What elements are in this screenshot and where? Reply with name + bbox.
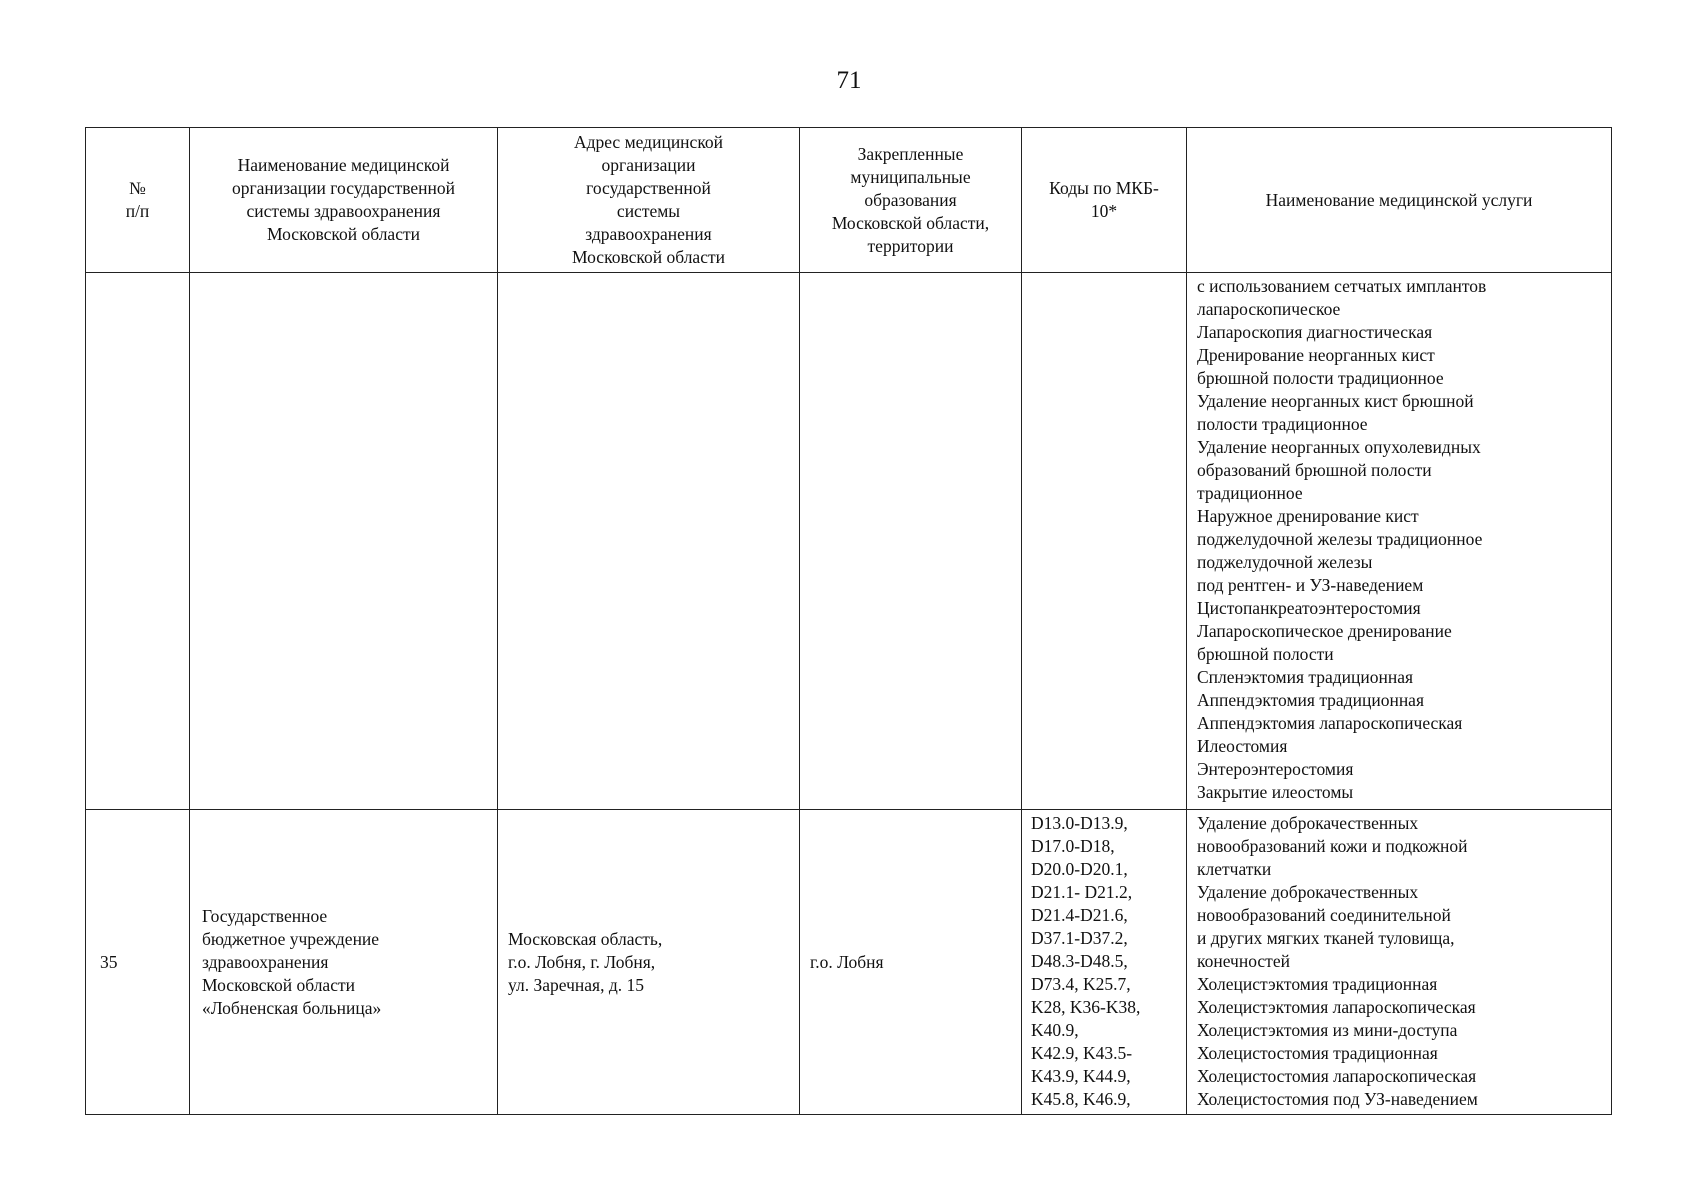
text-line: Аппендэктомия лапароскопическая: [1197, 713, 1463, 733]
text-line: ул. Заречная, д. 15: [508, 974, 644, 995]
text-line: системы: [616, 201, 681, 221]
text-line: поджелудочной железы традиционное: [1197, 529, 1483, 549]
text-line: лапароскопическое: [1197, 299, 1341, 319]
text-line: D73.4, K25.7,: [1031, 974, 1131, 994]
text-line: D13.0-D13.9,: [1031, 813, 1128, 833]
text-line: Удаление доброкачественных: [1197, 813, 1419, 833]
text-line: Холецистэктомия традиционная: [1197, 974, 1438, 994]
text-line: организации: [601, 155, 696, 175]
text-line: бюджетное учреждение: [202, 928, 380, 949]
text-line: Лапароскопическое дренирование: [1197, 621, 1452, 641]
text-line: территории: [867, 235, 954, 256]
cell-number: [86, 273, 190, 810]
text-line: полости традиционное: [1197, 414, 1368, 434]
text-line: Аппендэктомия традиционная: [1197, 690, 1424, 710]
text-line: Наименование медицинской услуги: [1265, 189, 1533, 210]
header-number: [86, 128, 190, 273]
text-line: K42.9, K43.5-: [1031, 1043, 1133, 1063]
text-line: под рентген- и УЗ-наведением: [1197, 575, 1424, 595]
text-line: поджелудочной железы: [1197, 552, 1373, 572]
text-line: Московская область,: [508, 928, 663, 949]
text-line: D17.0-D18,: [1031, 836, 1115, 856]
text-line: Спленэктомия традиционная: [1197, 667, 1414, 687]
text-line: D21.4-D21.6,: [1031, 905, 1128, 925]
text-line: Закрытие илеостомы: [1197, 782, 1354, 802]
table-row: [86, 810, 1612, 1115]
text-line: Закрепленные: [857, 143, 964, 164]
page-number: 71: [836, 67, 862, 94]
text-line: Московской области: [572, 247, 725, 267]
text-line: организации государственной: [231, 178, 456, 198]
text-line: здравоохранения: [585, 224, 712, 244]
text-line: Энтероэнтеростомия: [1197, 759, 1354, 779]
text-line: Цистопанкреатоэнтеростомия: [1197, 598, 1421, 618]
table-row: [86, 273, 1612, 810]
text-line: Илеостомия: [1197, 736, 1288, 756]
text-line: конечностей: [1197, 951, 1290, 971]
text-line: Холецистэктомия из мини-доступа: [1197, 1020, 1458, 1040]
text-line: Холецистостомия традиционная: [1197, 1043, 1438, 1063]
services-table: [85, 127, 1612, 1115]
text-line: Лапароскопия диагностическая: [1197, 322, 1433, 342]
text-line: государственной: [586, 178, 711, 198]
cell-icd-codes: [1022, 273, 1187, 810]
text-line: D20.0-D20.1,: [1031, 859, 1128, 879]
text-line: традиционное: [1197, 483, 1303, 503]
table-header-row: [86, 128, 1612, 273]
text-line: здравоохранения: [202, 951, 329, 972]
text-line: Холецистэктомия лапароскопическая: [1197, 997, 1476, 1017]
text-line: муниципальные: [850, 166, 971, 187]
cell-municipalities: [800, 810, 1022, 1115]
text-line: г.о. Лобня: [810, 951, 884, 972]
text-line: Наименование медицинской: [237, 155, 450, 175]
text-line: г.о. Лобня, г. Лобня,: [508, 951, 656, 972]
text-line: образований брюшной полости: [1197, 460, 1432, 480]
cell-address: [498, 810, 800, 1115]
text-line: и других мягких тканей туловища,: [1197, 928, 1455, 948]
cell-icd-codes: [1022, 810, 1187, 1115]
text-line: Адрес медицинской: [573, 132, 724, 152]
header-municipalities: [800, 128, 1022, 273]
text-line: Коды по МКБ-: [1049, 178, 1159, 198]
text-line: 10*: [1090, 201, 1118, 221]
header-address: [498, 128, 800, 273]
text-line: Дренирование неорганных кист: [1197, 345, 1435, 365]
text-line: образования: [864, 189, 957, 210]
cell-address: [498, 273, 800, 810]
text-line: новообразований соединительной: [1197, 905, 1451, 925]
text-line: D48.3-D48.5,: [1031, 951, 1128, 971]
header-organization: [190, 128, 498, 273]
text-line: Холецистостомия под УЗ-наведением: [1197, 1089, 1478, 1109]
text-line: клетчатки: [1197, 859, 1272, 879]
text-line: D21.1- D21.2,: [1031, 882, 1133, 902]
cell-municipalities: [800, 273, 1022, 810]
text-line: п/п: [125, 201, 150, 221]
header-icd-codes: [1022, 128, 1187, 273]
text-line: Холецистостомия лапароскопическая: [1197, 1066, 1477, 1086]
text-line: Московской области,: [831, 212, 990, 233]
text-line: брюшной полости традиционное: [1197, 368, 1444, 388]
text-line: K45.8, K46.9,: [1031, 1089, 1131, 1109]
text-line: новообразований кожи и подкожной: [1197, 836, 1468, 856]
header-service-name: [1187, 128, 1612, 273]
text-line: брюшной полости: [1197, 644, 1334, 664]
text-line: K40.9,: [1031, 1020, 1079, 1040]
cell-organization: [190, 810, 498, 1115]
cell-services: [1187, 273, 1612, 810]
cell-services: [1187, 810, 1612, 1115]
text-line: K43.9, K44.9,: [1031, 1066, 1131, 1086]
cell-organization: [190, 273, 498, 810]
text-line: K28, K36-K38,: [1031, 997, 1141, 1017]
text-line: №: [129, 178, 146, 198]
text-line: Удаление неорганных кист брюшной: [1197, 391, 1474, 411]
cell-number: 35: [86, 810, 190, 1115]
text-line: Государственное: [202, 905, 328, 926]
text-line: Московской области: [267, 224, 420, 244]
text-line: Наружное дренирование кист: [1197, 506, 1419, 526]
text-line: Московской области: [202, 974, 355, 995]
text-line: Удаление доброкачественных: [1197, 882, 1419, 902]
text-line: с использованием сетчатых имплантов: [1197, 276, 1487, 296]
text-line: «Лобненская больница»: [202, 997, 382, 1018]
text-line: Удаление неорганных опухолевидных: [1197, 437, 1481, 457]
text-line: системы здравоохранения: [246, 201, 441, 221]
text-line: D37.1-D37.2,: [1031, 928, 1128, 948]
